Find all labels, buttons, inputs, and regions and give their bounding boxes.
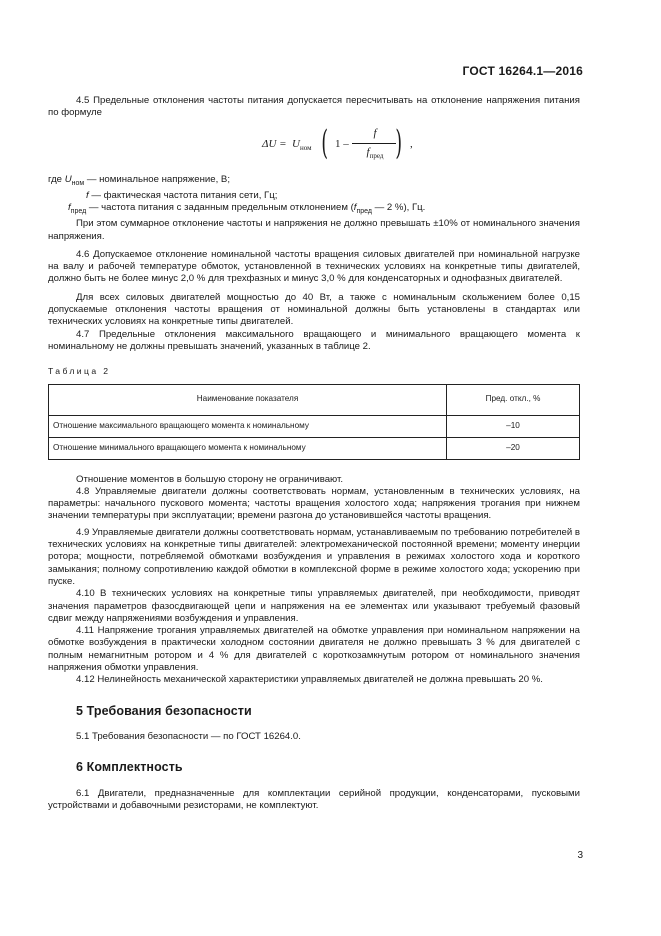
formula-tail: ,	[410, 137, 413, 150]
formula-fraction-bar	[352, 143, 396, 144]
paragraph-4-6-note: Для всех силовых двигателей мощностью до 40 Вт, а также с номинальным скольжением более 0,15 допускаемые отклонения частоты вращения от номинальной должны быть установлены в стандартах или технических условиях на конкретные типы двигателей.	[48, 291, 580, 328]
table-cell: –20	[447, 437, 580, 459]
paragraph-4-12: 4.12 Нелинейность механической характеристики управляемых двигателей не должна превышать 20 %.	[76, 674, 543, 686]
table-2	[48, 384, 580, 460]
table-row	[49, 415, 580, 437]
body-text	[48, 95, 580, 812]
paragraph-4-11: 4.11 Напряжение трогания управляемых двигателей на обмотке управления при номинальном напряжении на обмотке возбуждения в практически холодном состоянии двигателя не должно превышать 3 % для двигателей с полным немагнитным ротором и 4 % для двигателей с короткозамкнутым ротором от номинального значения напряжения обмотки управления.	[48, 625, 580, 674]
formula-delta-u	[48, 124, 580, 168]
formula-lhs: ΔU =	[262, 137, 287, 150]
where-f-pred: $f_{пред}$ — частота питания с заданным предельным отклонением ($f_{пред}$ — 2 %), Гц.	[68, 202, 426, 215]
paragraph-6-1: 6.1 Двигатели, предназначенные для комплектации серийной продукции, конденсаторами, пусковыми устройствами и добавочными резисторами, не комплектуют.	[48, 787, 580, 811]
paragraph-4-9: 4.9 Управляемые двигатели должны соответствовать нормам, устанавливаемым по требованию потребителей в технических условиях на конкретные типы двигателей: электромеханической постоянной времени; моменту инерции ротора; мощности, потребляемой обмотками возбуждения и управления в режимах холостого хода и короткого замыкания; полному сопротивлению каждой обмотки в комплексной форме в режиме холостого хода; ускорению при пуске.	[48, 526, 580, 587]
formula-one-minus: 1 –	[335, 137, 349, 150]
formula-open-paren: (	[321, 122, 328, 163]
page-number: 3	[577, 850, 583, 861]
formula-u-nom: $U_{ном}$	[292, 137, 312, 152]
paragraph-4-5-note: При этом суммарное отклонение частоты и напряжения не должно превышать ±10% от номинального значения напряжения.	[48, 218, 580, 242]
table-caption: Таблица 2	[48, 366, 111, 377]
formula-numerator: f	[373, 126, 377, 139]
section-6-title: 6 Комплектность	[76, 760, 183, 775]
section-5-title: 5 Требования безопасности	[76, 703, 252, 718]
table-header-deviation: Пред. откл., %	[447, 384, 580, 415]
table-cell: Отношение минимального вращающего момента к номинальному	[49, 437, 447, 459]
paragraph-4-6: 4.6 Допускаемое отклонение номинальной частоты вращения силовых двигателей при номинальной нагрузке на валу и рабочей температуре обмоток, установленной в технических условиях на конкретные типы двигателей, должно быть не более минус 2,0 % для трехфазных и минус 3,0 % для конденсаторных и однофазных двигателей.	[48, 248, 580, 285]
standard-code: ГОСТ 16264.1—2016	[462, 64, 583, 78]
table-cell: Отношение максимального вращающего момента к номинальному	[49, 415, 447, 437]
table-header-row	[49, 384, 580, 415]
formula-denominator: $f_{пред}$	[366, 145, 384, 160]
table-cell: –10	[447, 415, 580, 437]
paragraph-4-5-intro: 4.5 Предельные отклонения частоты питания допускается пересчитывать на отклонение напряжения питания по формуле	[48, 95, 580, 119]
paragraph-4-10: 4.10 В технических условиях на конкретные типы управляемых двигателей, при необходимости, приводят значения параметров фазосдвигающей цепи и напряжения на ее элементах или указывают требуемый фазовый сдвиг между напряжениями возбуждения и управления.	[48, 588, 580, 624]
table-header-name: Наименование показателя	[49, 384, 447, 415]
paragraph-4-7: 4.7 Предельные отклонения максимального вращающего и минимального вращающего момента к номинальному не должны превышать значений, указанных в таблице 2.	[48, 328, 580, 352]
table-row	[49, 437, 580, 459]
paragraph-4-8: 4.8 Управляемые двигатели должны соответствовать нормам, установленным в технических условиях, на параметры: начального пускового момента; частоты вращения холостого хода; напряжения трогания при нижнем значении температуры при эксплуатации; времени разгона до установившейся частоты вращения.	[48, 485, 580, 522]
paragraph-5-1: 5.1 Требования безопасности — по ГОСТ 16264.0.	[76, 730, 301, 742]
where-u-nom: где $U_{ном}$ — номинальное напряжение, В;	[48, 173, 230, 187]
paragraph-4-7-note: Отношение моментов в большую сторону не ограничивают.	[76, 473, 344, 485]
where-f: f — фактическая частота питания сети, Гц;	[86, 189, 278, 201]
formula-close-paren: )	[395, 122, 402, 163]
